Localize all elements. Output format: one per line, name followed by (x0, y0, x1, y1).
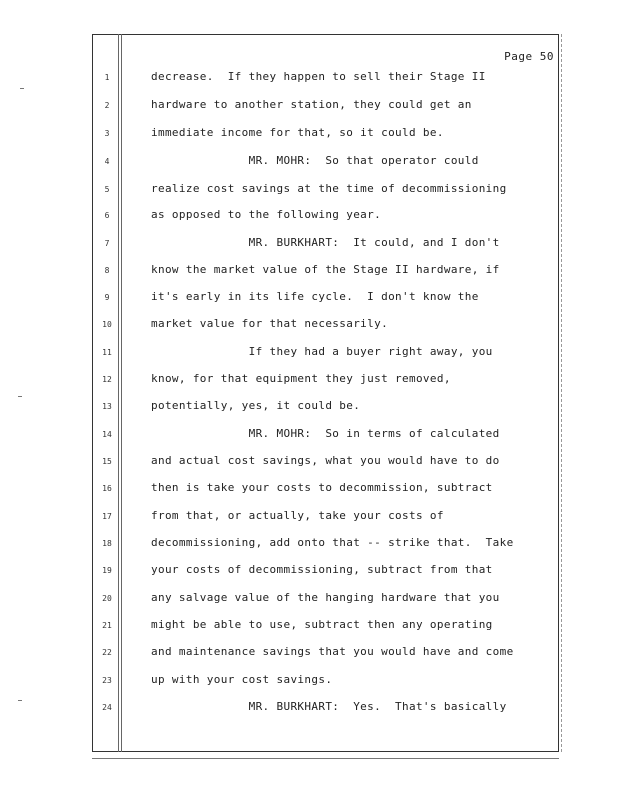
line-number: 15 (102, 457, 112, 466)
line-number: 4 (104, 157, 110, 166)
line-text: then is take your costs to decommission, subtract (151, 481, 493, 494)
line-text: potentially, yes, it could be. (151, 399, 361, 412)
transcript-line (100, 154, 560, 170)
transcript-line (100, 208, 560, 224)
line-number: 3 (104, 129, 110, 138)
transcript-line (100, 509, 560, 525)
line-number: 10 (102, 320, 112, 329)
transcript-line (100, 454, 560, 470)
line-number: 21 (102, 621, 112, 630)
transcript-line (100, 182, 560, 198)
line-number: 1 (104, 73, 110, 82)
line-text: decommissioning, add onto that -- strike that. Take (151, 536, 514, 549)
transcript-line (100, 317, 560, 333)
line-text: If they had a buyer right away, you (151, 345, 493, 358)
line-text: might be able to use, subtract then any operating (151, 618, 493, 631)
line-number: 11 (102, 348, 112, 357)
line-number: 5 (104, 185, 110, 194)
line-number: 7 (104, 239, 110, 248)
line-number: 2 (104, 101, 110, 110)
transcript-line (100, 618, 560, 634)
margin-rule-right (561, 34, 562, 752)
line-number: 17 (102, 512, 112, 521)
line-number: 23 (102, 676, 112, 685)
line-number: 16 (102, 484, 112, 493)
hole-punch-mark (20, 88, 24, 89)
page-number: Page 50 (504, 50, 554, 63)
transcript-line (100, 236, 560, 252)
line-text: realize cost savings at the time of decommissioning (151, 182, 507, 195)
line-text: MR. MOHR: So that operator could (151, 154, 479, 167)
hole-punch-mark (18, 396, 22, 397)
transcript-line (100, 70, 560, 86)
transcript-line (100, 481, 560, 497)
line-number: 12 (102, 375, 112, 384)
line-text: MR. BURKHART: Yes. That's basically (151, 700, 507, 713)
line-number: 9 (104, 293, 110, 302)
line-text: up with your cost savings. (151, 673, 333, 686)
line-text: it's early in its life cycle. I don't know the (151, 290, 479, 303)
transcript-line (100, 372, 560, 388)
transcript-line (100, 700, 560, 716)
transcript-line (100, 345, 560, 361)
transcript-line (100, 290, 560, 306)
line-text: from that, or actually, take your costs of (151, 509, 444, 522)
transcript-line (100, 536, 560, 552)
line-number: 20 (102, 594, 112, 603)
line-text: MR. BURKHART: It could, and I don't (151, 236, 500, 249)
line-text: know, for that equipment they just removed, (151, 372, 451, 385)
transcript-line (100, 673, 560, 689)
transcript-line (100, 263, 560, 279)
footer-rule (92, 758, 559, 759)
line-text: market value for that necessarily. (151, 317, 389, 330)
line-text: as opposed to the following year. (151, 208, 382, 221)
line-number: 18 (102, 539, 112, 548)
line-text: MR. MOHR: So in terms of calculated (151, 427, 500, 440)
line-number: 24 (102, 703, 112, 712)
transcript-line (100, 399, 560, 415)
line-number: 8 (104, 266, 110, 275)
line-text: hardware to another station, they could get an (151, 98, 472, 111)
line-text: immediate income for that, so it could be. (151, 126, 444, 139)
line-number: 22 (102, 648, 112, 657)
line-text: your costs of decommissioning, subtract from that (151, 563, 493, 576)
line-text: any salvage value of the hanging hardware that you (151, 591, 500, 604)
transcript-line (100, 563, 560, 579)
transcript-line (100, 645, 560, 661)
line-number: 6 (104, 211, 110, 220)
line-number: 13 (102, 402, 112, 411)
line-text: and actual cost savings, what you would have to do (151, 454, 500, 467)
hole-punch-mark (18, 700, 22, 701)
line-number: 14 (102, 430, 112, 439)
line-number: 19 (102, 566, 112, 575)
line-text: decrease. If they happen to sell their Stage II (151, 70, 486, 83)
transcript-line (100, 591, 560, 607)
transcript-line (100, 126, 560, 142)
line-text: and maintenance savings that you would have and come (151, 645, 514, 658)
transcript-line (100, 98, 560, 114)
transcript-line (100, 427, 560, 443)
line-text: know the market value of the Stage II hardware, if (151, 263, 500, 276)
